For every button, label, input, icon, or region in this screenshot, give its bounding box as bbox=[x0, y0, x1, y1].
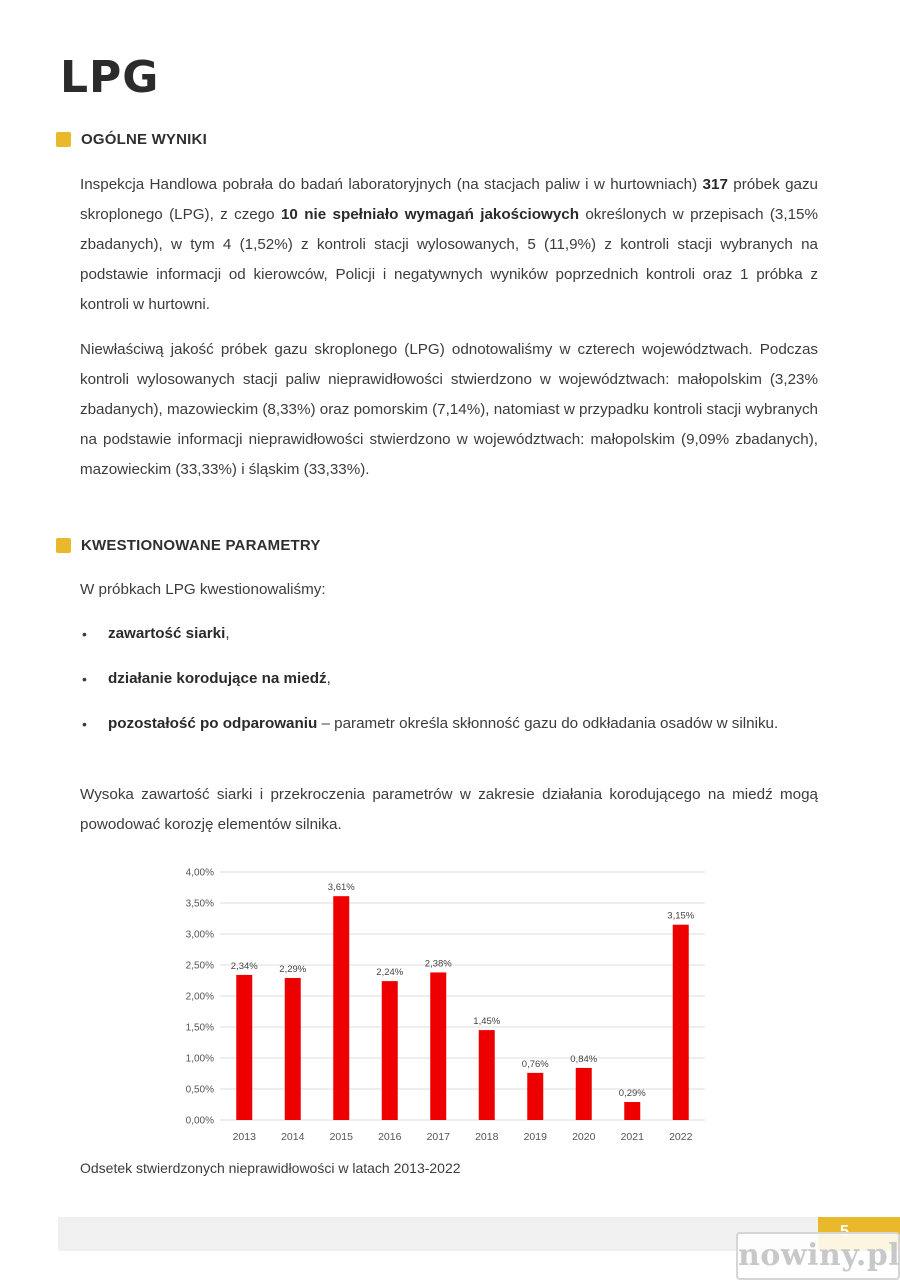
data-label: 0,29% bbox=[618, 1088, 646, 1100]
section-heading-label: OGÓLNE WYNIKI bbox=[81, 131, 207, 148]
section-heading-label: KWESTIONOWANE PARAMETRY bbox=[81, 537, 321, 554]
bar bbox=[527, 1073, 543, 1120]
param-name: zawartość siarki bbox=[108, 625, 226, 642]
section-marker-icon bbox=[56, 132, 71, 147]
footer-bar bbox=[58, 1217, 818, 1251]
param-rest: , bbox=[326, 670, 331, 687]
chart bbox=[150, 858, 720, 1154]
y-tick-label: 3,00% bbox=[185, 929, 214, 941]
bar bbox=[382, 981, 398, 1120]
general-paragraph-1 bbox=[80, 170, 818, 320]
x-tick-label: 2017 bbox=[426, 1131, 450, 1143]
x-tick-label: 2020 bbox=[572, 1131, 596, 1143]
x-tick-label: 2022 bbox=[669, 1131, 693, 1143]
bar bbox=[479, 1030, 495, 1120]
section-marker-icon bbox=[56, 538, 71, 553]
data-label: 2,34% bbox=[230, 960, 258, 972]
y-tick-label: 3,50% bbox=[185, 898, 214, 910]
data-label: 2,38% bbox=[424, 958, 452, 970]
x-tick-label: 2016 bbox=[378, 1131, 402, 1143]
params-intro: W próbkach LPG kwestionowaliśmy: bbox=[80, 581, 326, 598]
y-tick-label: 2,00% bbox=[185, 991, 214, 1003]
y-tick-label: 0,50% bbox=[185, 1084, 214, 1096]
page-title: LPG bbox=[60, 52, 160, 103]
section-heading-params bbox=[56, 537, 321, 554]
general-paragraph-2: Niewłaściwą jakość próbek gazu skroplonego (LPG) odnotowaliśmy w czterech województwach. Podczas kontroli wylosowanych stacji paliw nieprawidłowości stwierdzono w województwach: małopolskim (3,23% zbadanych), mazowieckim (8,33%) oraz pomorskim (7,14%), natomiast w przypadku kontroli stacji wybranych na podstawie informacji nieprawidłowości stwierdzono w województwach: małopolskim (9,09% zbadanych), mazowieckim (33,33%) i śląskim (33,33%). bbox=[80, 341, 818, 478]
x-tick-label: 2021 bbox=[620, 1131, 644, 1143]
list-item bbox=[80, 709, 820, 739]
x-tick-label: 2019 bbox=[523, 1131, 547, 1143]
text-run: Inspekcja Handlowa pobrała do badań laboratoryjnych (na stacjach paliw i w hurtowniach) bbox=[80, 176, 703, 193]
data-label: 0,76% bbox=[521, 1058, 549, 1070]
bar bbox=[673, 925, 689, 1120]
list-item bbox=[80, 619, 820, 649]
bar bbox=[285, 978, 301, 1120]
data-label: 3,15% bbox=[667, 910, 695, 922]
sample-count: 317 bbox=[702, 176, 728, 193]
y-tick-label: 2,50% bbox=[185, 960, 214, 972]
x-tick-label: 2014 bbox=[281, 1131, 305, 1143]
y-tick-label: 1,50% bbox=[185, 1022, 214, 1034]
list-item bbox=[80, 664, 820, 694]
bar-chart-svg bbox=[150, 858, 720, 1154]
data-label: 3,61% bbox=[327, 882, 355, 894]
y-tick-label: 1,00% bbox=[185, 1053, 214, 1065]
bar bbox=[576, 1068, 592, 1120]
bar bbox=[624, 1102, 640, 1120]
text-run: określonych w przepisach (3,15% zbadanych), w tym 4 (1,52%) z kontroli stacji wylosowanych, 5 (11,9%) z kontroli stacji wybranych na podstawie informacji od kierowców, Policji i negatywnych wyników poprzednich kontroli oraz 1 próbka z kontroli w hurtowni. bbox=[80, 206, 818, 313]
bar bbox=[333, 896, 349, 1120]
data-label: 2,29% bbox=[279, 964, 307, 976]
section-heading-general bbox=[56, 131, 207, 148]
param-name: działanie korodujące na miedź bbox=[108, 670, 327, 687]
bar bbox=[236, 975, 252, 1120]
data-label: 1,45% bbox=[473, 1016, 501, 1028]
watermark-logo: nowiny.pl bbox=[736, 1232, 900, 1280]
x-tick-label: 2018 bbox=[475, 1131, 499, 1143]
param-rest: , bbox=[225, 625, 230, 642]
y-tick-label: 4,00% bbox=[185, 867, 214, 879]
param-name: pozostałość po odparowaniu bbox=[108, 715, 318, 732]
param-rest: – parametr określa skłonność gazu do odkładania osadów w silniku. bbox=[317, 715, 779, 732]
failed-samples: 10 nie spełniało wymagań jakościowych bbox=[280, 206, 580, 223]
text-run: próbek gazu skroplonego (LPG), z czego bbox=[80, 176, 819, 223]
params-list bbox=[80, 619, 820, 754]
x-tick-label: 2013 bbox=[232, 1131, 256, 1143]
x-tick-label: 2015 bbox=[329, 1131, 353, 1143]
bar bbox=[430, 972, 446, 1120]
y-tick-label: 0,00% bbox=[185, 1115, 214, 1127]
data-label: 0,84% bbox=[570, 1053, 598, 1065]
params-closing: Wysoka zawartość siarki i przekroczenia parametrów w zakresie działania korodującego na miedź mogą powodować korozję elementów silnika. bbox=[80, 786, 818, 833]
chart-caption: Odsetek stwierdzonych nieprawidłowości w latach 2013-2022 bbox=[80, 1160, 461, 1176]
data-label: 2,24% bbox=[376, 967, 404, 979]
